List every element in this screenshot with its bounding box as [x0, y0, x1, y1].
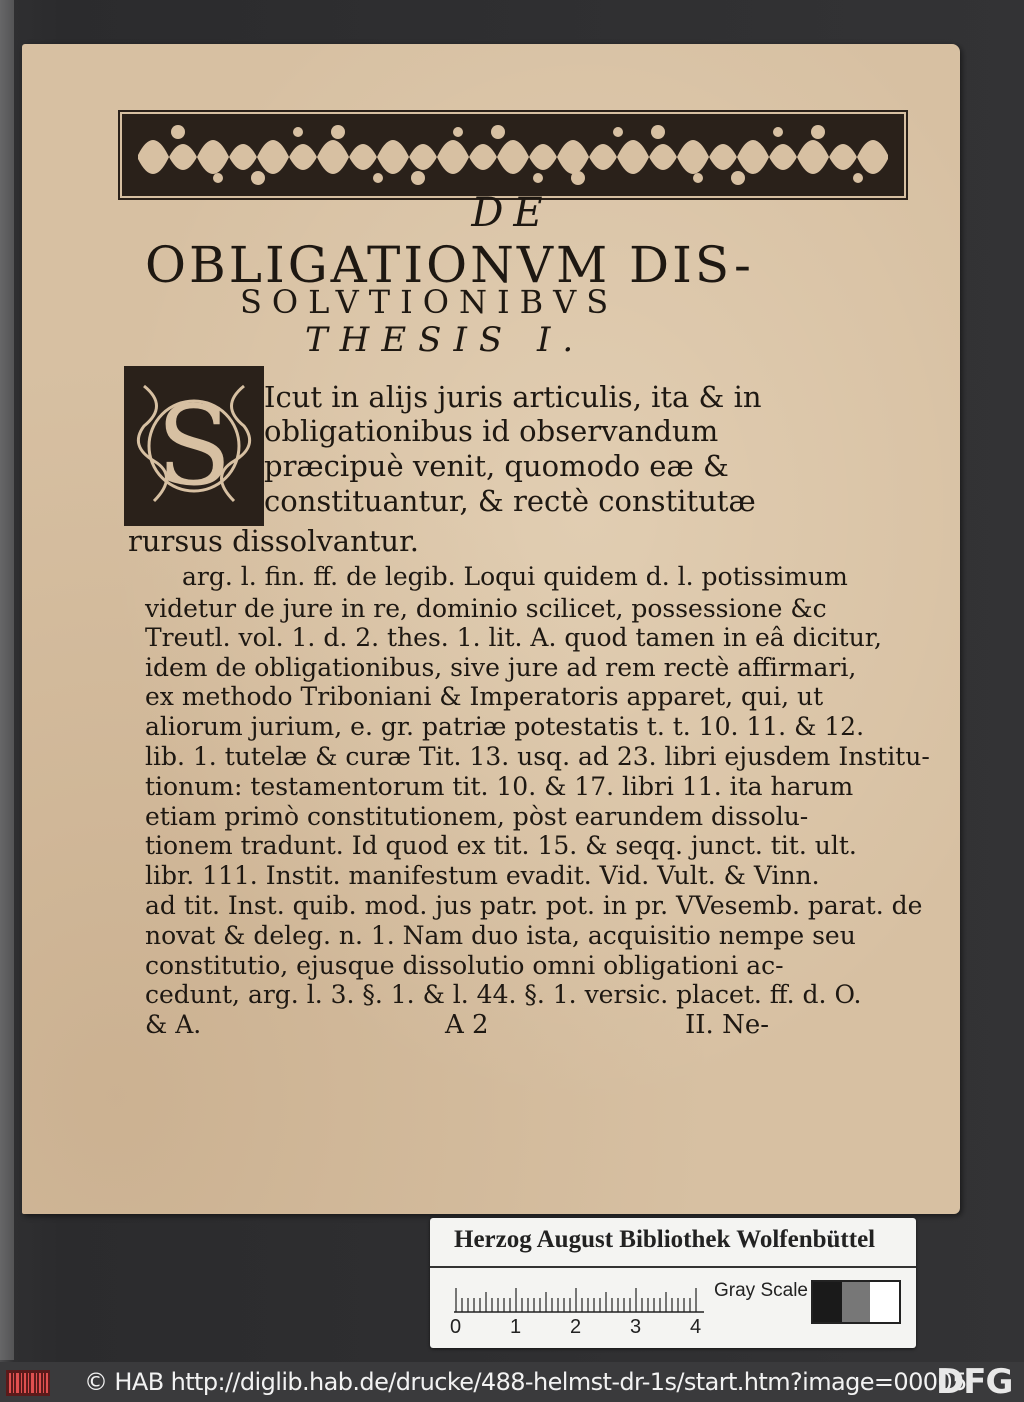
body-line: lib. 1. tutelæ & curæ Tit. 13. usq. ad 23. libri ejusdem Institu- — [145, 742, 930, 771]
library-label-card — [430, 1218, 916, 1348]
ruler-number: 3 — [630, 1316, 642, 1338]
ruler-number: 2 — [570, 1316, 582, 1338]
body-line: & A. — [145, 1010, 202, 1039]
body-line: cedunt, arg. l. 3. §. 1. & l. 44. §. 1. versic. placet. ff. d. O. — [145, 980, 862, 1009]
heading-subtitle: SOLVTIONIBVS — [240, 283, 619, 321]
body-line: constitutio, ejusque dissolutio omni obligationi ac- — [145, 951, 784, 980]
opening-line: obligationibus id observandum — [264, 414, 719, 448]
body-line: etiam primò constitutionem, pòst earundem dissolu- — [145, 802, 809, 831]
body-line: ex methodo Triboniani & Imperatoris apparet, qui, ut — [145, 682, 824, 711]
ruler-number: 0 — [450, 1316, 462, 1338]
ruler-number: 4 — [690, 1316, 702, 1338]
body-line: tionum: testamentorum tit. 10. & 17. libri 11. ita harum — [145, 772, 854, 801]
body-line: aliorum jurium, e. gr. patriæ potestatis t. t. 10. 11. & 12. — [145, 712, 865, 741]
body-line: tionem tradunt. Id quod ex tit. 15. & seqq. junct. tit. ult. — [145, 831, 857, 860]
ruler-number: 1 — [510, 1316, 522, 1338]
body-line: libr. 111. Instit. manifestum evadit. Vid. Vult. & Vinn. — [145, 861, 820, 890]
swatch-black — [813, 1282, 842, 1322]
thesis-heading: THESIS I. — [305, 320, 586, 360]
opening-line: rursus dissolvantur. — [128, 524, 419, 558]
gray-scale-swatch — [811, 1280, 901, 1324]
catchword: II. Ne- — [685, 1010, 769, 1040]
body-line: idem de obligationibus, sive jure ad rem rectè affirmari, — [145, 653, 857, 682]
opening-line: præcipuè venit, quomodo eæ & — [264, 449, 729, 483]
heading-title: OBLIGATIONVM DIS- — [145, 236, 754, 294]
dfg-logo: DFG — [936, 1362, 1013, 1402]
opening-line: constituantur, & rectè constitutæ — [264, 484, 756, 518]
body-line: arg. l. fin. ff. de legib. Loqui quidem d. l. potissimum — [182, 562, 848, 591]
swatch-gray — [842, 1282, 871, 1322]
institution-name: Herzog August Bibliothek Wolfenbüttel — [454, 1226, 876, 1253]
swatch-white — [870, 1282, 899, 1322]
opening-line: Icut in alijs juris articulis, ita & in — [264, 380, 762, 414]
body-line: Treutl. vol. 1. d. 2. thes. 1. lit. A. quod tamen in eâ dicitur, — [145, 623, 882, 652]
barcode-icon — [6, 1370, 50, 1396]
body-line: videtur de jure in re, dominio scilicet, possessione &c — [145, 594, 827, 623]
signature-mark: A 2 — [445, 1010, 489, 1040]
heading-prefix: DE — [471, 190, 553, 236]
dropcap-s-icon — [124, 366, 264, 526]
body-line: ad tit. Inst. quib. mod. jus patr. pot. in pr. VVesemb. parat. de — [145, 891, 923, 920]
body-line: novat & deleg. n. 1. Nam duo ista, acquisitio nempe seu — [145, 921, 856, 950]
gray-scale-label: Gray Scale — [714, 1280, 808, 1301]
svg-text:S: S — [156, 382, 232, 510]
source-credit-link[interactable]: © HAB http://diglib.hab.de/drucke/488-helmst-dr-1s/start.htm?image=00005 — [84, 1368, 967, 1396]
label-divider — [430, 1266, 916, 1268]
ornament-headpiece — [118, 110, 908, 200]
